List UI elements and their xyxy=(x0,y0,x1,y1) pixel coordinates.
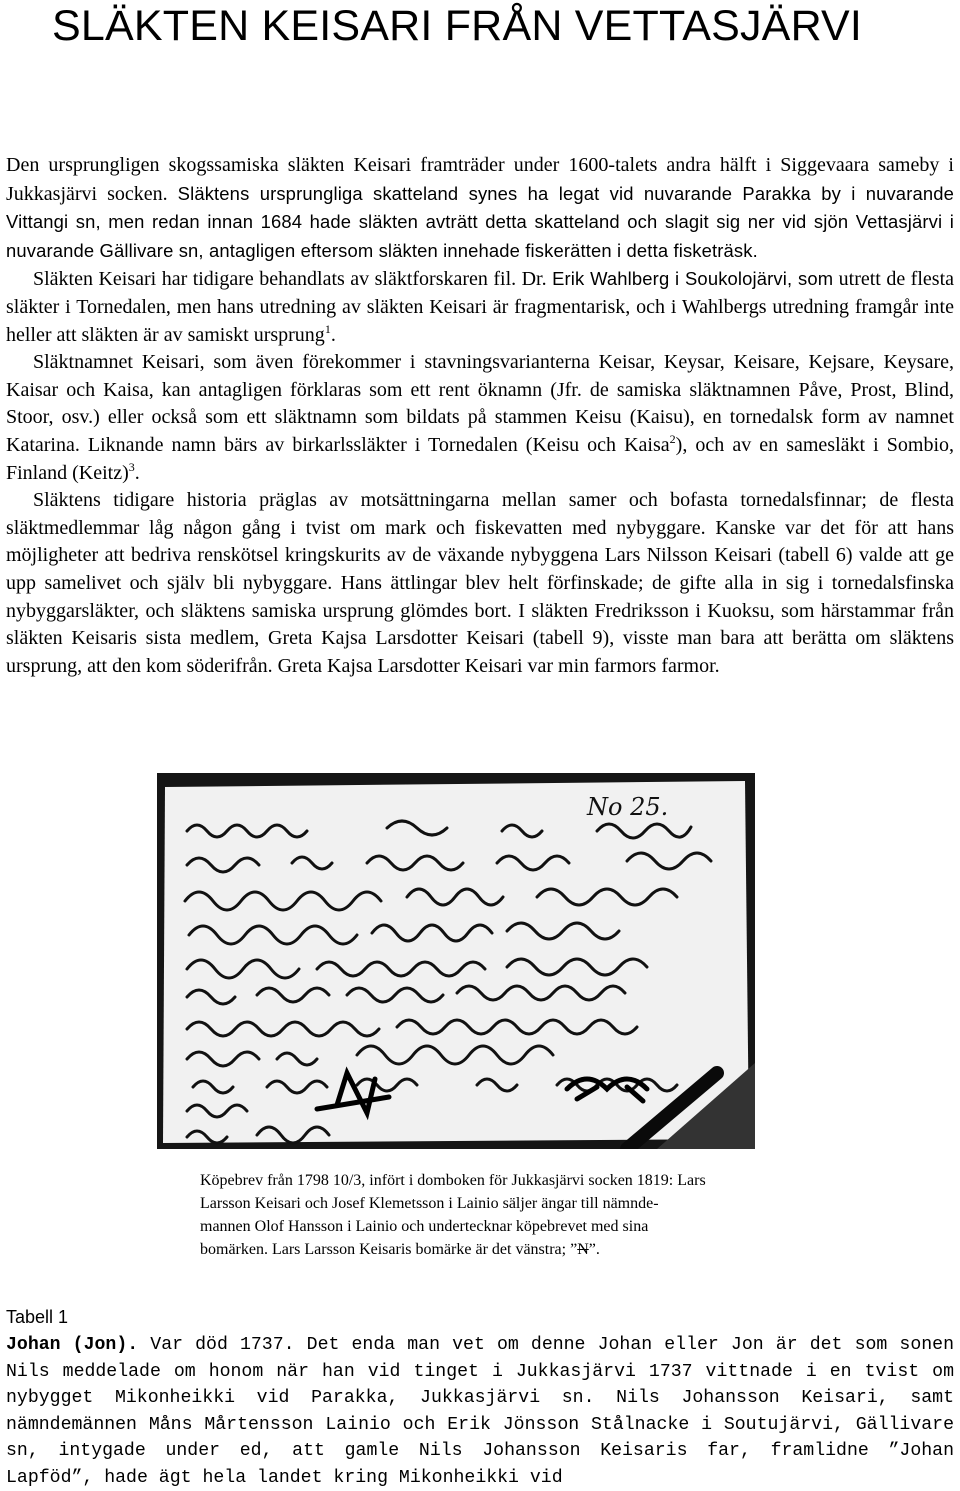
wahlberg-text-a: Släkten Keisari har tidigare behandlats av släktforskaren fil. Dr. xyxy=(33,268,553,291)
paragraph-name-origin xyxy=(6,349,954,487)
origin-sentence: Den ursprungligen skogssamiska släkten Keisari framträder under 1600-talets andra hälft i Siggevaara sameby i Jukkasjärvi socken. xyxy=(6,154,954,205)
wahlberg-text-end: . xyxy=(330,323,336,346)
table-entry xyxy=(6,1332,954,1491)
figure-caption xyxy=(200,1169,810,1261)
deed-photograph xyxy=(157,773,755,1149)
name-origin-text-a: Släktnamnet Keisari, som även förekommer i stavningsvarianterna Keisar, Keysar, Keisare, Kejsare, Keysare, Kaisar och Kaisa, kan antagligen förklaras som ett rent öknamn (Jfr. de samiska släktnamnen Påve, Prost, Blind, Stoor, osv.) eller också som ett släktnamn som bildats på stammen Keisu (Kaisu), en tornedalsk form av namnet Katarina. Liknande namn bärs av birkarlssläkter i Tornedalen (Keisu och Kaisa xyxy=(6,351,954,456)
name-origin-text-end: . xyxy=(134,461,140,484)
caption-end: ”. xyxy=(588,1241,600,1258)
wahlberg-name: Erik Wahlberg i Soukolojärvi, som xyxy=(552,268,834,290)
paragraph-history: Släktens tidigare historia präglas av motsättningarna mellan samer och bofasta tornedalsfinnar; de flesta släktmedlemmar låg någon gång i tvist om mark och fiskevatten med nybyggare. Kanske var det för att hans möjligheter att bedriva renskötsel kringskurits av de växande nybyggena Lars Nilsson Keisari (tabell 6) valde att ge upp samelivet och själv bli nybyggare. Hans ättlingar blev helt förfinskade; de gifte alla in sig i tornedalsfinska nybyggarsläkter, och släktens samiska ursprung glömdes bort. I släkten Fredriksson i Kuoksu, som härstammar från släkten Keisaris sista medlem, Greta Kajsa Larsdotter Keisari (tabell 9), visste man bara att berätta om släktens ursprung, att den kom söderifrån. Greta Kajsa Larsdotter Keisari var min farmors farmor. xyxy=(6,489,954,677)
page-title: SLÄKTEN KEISARI FRÅN VETTASJÄRVI xyxy=(52,2,863,50)
footnote-ref-1: 1 xyxy=(324,321,331,336)
paragraph-wahlberg xyxy=(6,265,954,349)
caption-text xyxy=(200,1169,810,1261)
caption-house-mark: N xyxy=(577,1241,589,1258)
caption-body: Köpebrev från 1798 10/3, infört i domboken för Jukkasjärvi socken 1819: Lars Larsson Keisari och Josef Klemetsson i Lainio säljer ängar till nämnde- mannen Olof Hansson i Lainio och undertecknar köpebrevet med sina bomärken. Lars Larsson Keisaris bomärke är det vänstra; ” xyxy=(200,1172,706,1258)
paragraph-origin xyxy=(6,152,954,265)
name-origin-text-b: ), och av en samesläkt i Sombio, Finland (Keitz) xyxy=(6,433,954,484)
table-heading: Tabell 1 xyxy=(6,1307,69,1327)
table-entry-text xyxy=(6,1332,954,1491)
handwritten-deed-image xyxy=(157,773,755,1149)
origin-details: Släktens ursprungliga skatteland synes ha legat vid nuvarande Parakka by i nuvarande Vittangi sn, men redan innan 1684 hade släkten avträtt detta skatteland och slagit sig ner vid sjön Vettasjärvi i nuvarande Gällivare sn, antagligen eftersom släkten innehade fiskerätten i detta fisketräsk. xyxy=(6,182,954,261)
footnote-ref-2: 2 xyxy=(669,431,676,446)
wahlberg-text-b: utrett de flesta släkter i Tornedalen, men hans utredning av släkten Keisari är fragmentarisk, och i Wahlbergs utredning framgår inte heller att släkten är av samiskt ursprung xyxy=(6,268,954,346)
footnote-ref-3: 3 xyxy=(128,459,135,474)
intro-text xyxy=(6,152,954,680)
deed-number: No 25. xyxy=(587,793,669,821)
person-name: Johan (Jon). xyxy=(6,1335,139,1355)
person-description: Var död 1737. Det enda man vet om denne Johan eller Jon är det som sonen Nils meddelade om honom när han vid tinget i Jukkasjärvi 1737 vittnade i en tvist om nybygget Mikonheikki vid Parakka, Jukkasjärvi sn. Nils Johansson Keisari, samt nämndemännen Måns Mårtensson Lainio och Erik Jönsson Stålnacke i Soutujärvi, Gällivare sn, intygade under ed, att gamle Nils Johansson Keisaris far, framlidne ”Johan Lapföd”, hade ägt hela landet kring Mikonheikki vid xyxy=(6,1335,954,1488)
